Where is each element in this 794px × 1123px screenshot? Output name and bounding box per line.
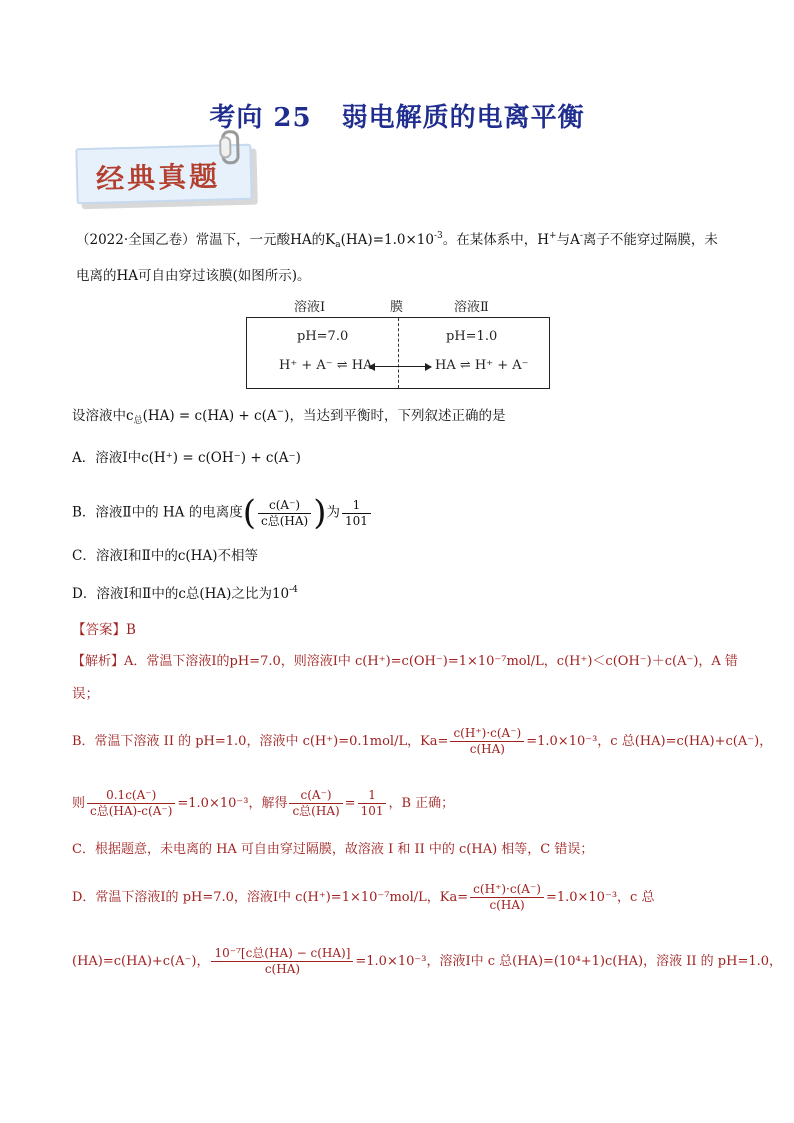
analysis-a-line-2: 误； — [72, 686, 99, 702]
ratio-fraction: $\frac{0.1c(A^-)}{\text{c总(HA)-c(A⁻)}}$ — [87, 788, 175, 819]
ka-fraction: $\frac{c(H^+)\cdot c(A^-)}{c(HA)}$ — [450, 726, 524, 757]
option-b-degree-fraction: $\frac{c(A^-)}{\text{c总(HA)}}$ — [258, 498, 311, 529]
analysis-d-line-2: (HA)=c(HA)+c(A⁻)， $\frac{\text{10⁻⁷[c总(HA) − c(HA)]}}{c(HA)}$ =1.0×10⁻³，溶液Ⅰ中 c 总(HA)=(10⁴+1)c(HA)，溶液 II 的 pH=1.0， — [72, 946, 783, 976]
banner-label: 经典真题 — [95, 159, 221, 196]
diagram-label-right: 溶液Ⅱ — [454, 300, 489, 315]
analysis-b-line-2: 则 $\frac{0.1c(A^-)}{\text{c总(HA)-c(A⁻)}}$ =1.0×10⁻³，解得 $\frac{c(A^-)}{\text{c总(HA)}}$ = $\frac{1}{101}$ ，B 正确； — [72, 788, 455, 818]
option-a: A．溶液Ⅰ中c(H⁺) = c(OH⁻) + c(A⁻) — [72, 450, 301, 466]
diagram-ph-left: pH=7.0 — [297, 329, 349, 344]
diagram-ph-right: pH=1.0 — [446, 329, 498, 344]
option-b: B．溶液Ⅱ中的 HA 的电离度( $\frac{c(A^-)}{\text{c总(HA)}}$ )为 $\frac{1}{101}$ — [72, 496, 373, 530]
membrane-divider — [398, 318, 399, 388]
title-topic-name: 弱电解质的电离平衡 — [341, 103, 585, 133]
paperclip-inner-icon — [219, 136, 232, 158]
diagram-equilibrium-right: HA ⇌ H⁺ + A⁻ — [435, 358, 529, 373]
degree-fraction: $\frac{c(A^-)}{\text{c总(HA)}}$ — [289, 788, 342, 819]
analysis-b-line-1: B．常温下溶液 II 的 pH=1.0，溶液中 c(H⁺)=0.1mol/L，Ka= $\frac{c(H^+)\cdot c(A^-)}{c(HA)}$ =1.0×10⁻³，c 总(HA)=c(HA)+c(A⁻)， — [72, 726, 773, 756]
answer-label: 【答案】B — [72, 622, 136, 638]
total-ha-fraction: $\frac{\text{10⁻⁷[c总(HA) − c(HA)]}}{c(HA)}$ — [211, 946, 353, 977]
page-title — [0, 97, 794, 134]
diagram-equilibrium-left: H⁺ + A⁻ ⇌ HA — [279, 358, 373, 373]
analysis-a-line-1: 【解析】A．常温下溶液Ⅰ的pH=7.0，则溶液Ⅰ中 c(H⁺)=c(OH⁻)=1×10⁻⁷mol/L，c(H⁺)＜c(OH⁻)＋c(A⁻)，A 错 — [72, 654, 738, 669]
question-setup: 设溶液中$c_总(HA) = c(HA) + c(A^-)$，当达到平衡时，下列叙述正确的是 — [72, 407, 506, 426]
question-intro-line-1: （2022·全国乙卷）常温下，一元酸HA的$K_a(HA)=1.0\times 10^{-3}$。在某体系中，H+与A-离子不能穿过隔膜，未 — [76, 231, 718, 250]
double-arrow-icon — [369, 366, 431, 367]
result-fraction: $\frac{1}{101}$ — [358, 788, 387, 819]
diagram-label-membrane: 膜 — [390, 300, 404, 315]
question-intro-line-2: 电离的HA可自由穿过该膜(如图所示)。 — [76, 268, 311, 284]
diagram-label-left: 溶液Ⅰ — [294, 300, 326, 315]
membrane-diagram — [246, 317, 550, 389]
analysis-c-line: C．根据题意，未电离的 HA 可自由穿过隔膜，故溶液 I 和 II 中的 c(HA) 相等，C 错误； — [72, 842, 594, 857]
analysis-d-line-1: D．常温下溶液Ⅰ的 pH=7.0，溶液Ⅰ中 c(H⁺)=1×10⁻⁷mol/L，Ka= $\frac{c(H^+)\cdot c(A^-)}{c(HA)}$ =1.0×10⁻³，c 总 — [72, 882, 655, 912]
title-topic-number: 考向 25 — [209, 103, 312, 133]
section-banner — [75, 144, 252, 205]
option-b-value-fraction: $\frac{1}{101}$ — [342, 498, 371, 529]
option-c: C．溶液Ⅰ和Ⅱ中的c(HA)不相等 — [72, 548, 258, 564]
ka-fraction-d: $\frac{c(H^+)\cdot c(A^-)}{c(HA)}$ — [470, 882, 544, 913]
option-d: D．溶液Ⅰ和Ⅱ中的c总(HA)之比为$10^{-4}$ — [72, 585, 298, 602]
